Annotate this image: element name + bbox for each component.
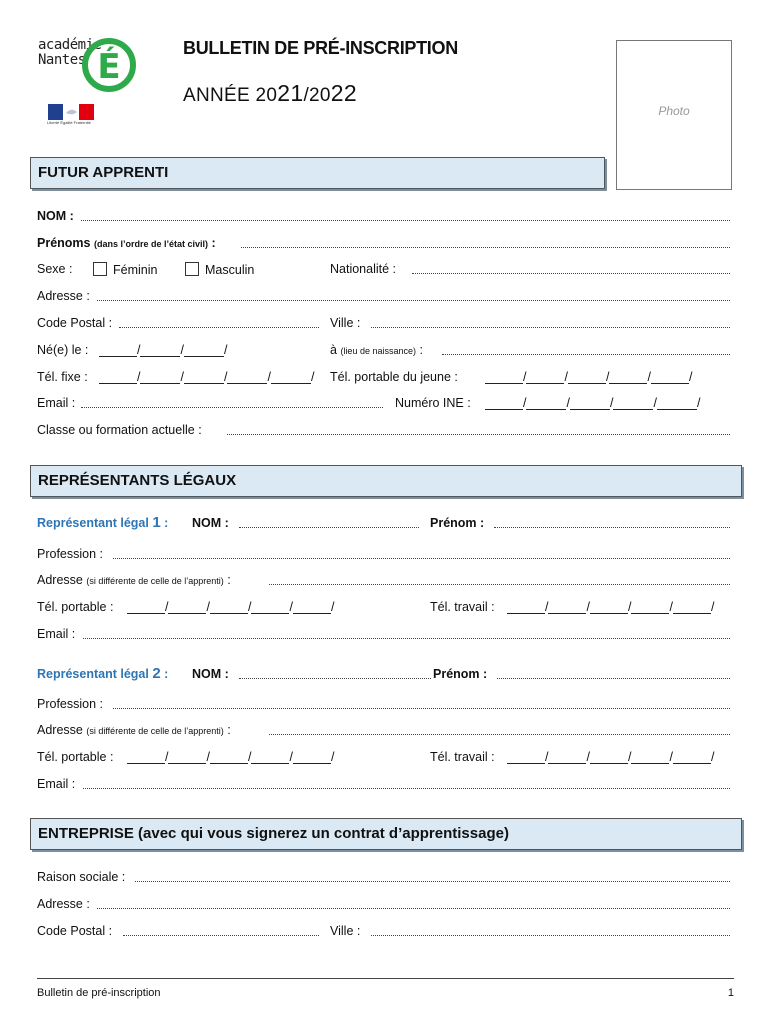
field-rep1-nom-prenom [37, 516, 730, 532]
field-rep1-tel [37, 600, 730, 616]
republique-flag-icon [48, 104, 94, 120]
field-rep2-email[interactable] [37, 777, 730, 793]
input-code-postal[interactable] [119, 327, 319, 328]
photo-label: Photo [658, 104, 690, 118]
field-rep2-tel [37, 750, 730, 766]
label-rep2-prenom: Prénom : [433, 667, 488, 681]
input-nationalite[interactable] [412, 273, 730, 274]
academie-logo-icon [78, 32, 136, 92]
input-rep2-tel-portable[interactable]: / / / / / [127, 750, 334, 764]
label-rep1-prenom: Prénom : [430, 516, 485, 530]
year-title: ANNÉE 2021/2022 [183, 80, 357, 106]
input-rep2-nom[interactable] [239, 678, 431, 679]
field-entreprise-raison[interactable] [37, 870, 730, 886]
field-apprenti-classe[interactable] [37, 423, 730, 439]
label-rep1-adresse: Adresse (si différente de celle de l’apprenti) : [37, 573, 231, 587]
label-representant-1: Représentant légal 1 : [37, 514, 169, 531]
label-entreprise-adresse: Adresse : [37, 897, 90, 911]
label-entreprise-ville: Ville : [330, 924, 361, 938]
field-rep1-email[interactable] [37, 627, 730, 643]
field-apprenti-adresse[interactable] [37, 289, 730, 305]
section-futur-apprenti: FUTUR APPRENTI [30, 157, 605, 189]
label-rep1-tel-portable: Tél. portable : [37, 600, 114, 614]
input-tel-fixe[interactable]: / / / / / [99, 370, 314, 384]
field-apprenti-tel [37, 370, 730, 386]
label-ine: Numéro INE : [395, 396, 471, 410]
field-apprenti-email-ine [37, 396, 730, 412]
label-rep1-nom: NOM : [192, 516, 229, 530]
label-rep2-tel-portable: Tél. portable : [37, 750, 114, 764]
field-apprenti-sexe-nationalite [37, 262, 730, 278]
label-representant-2: Représentant légal 2 : [37, 665, 169, 682]
input-date-naissance[interactable]: / / / [99, 343, 227, 357]
field-entreprise-adresse[interactable] [37, 897, 730, 913]
field-rep1-profession[interactable] [37, 547, 730, 563]
input-email[interactable] [81, 407, 383, 408]
label-rep1-tel-travail: Tél. travail : [430, 600, 495, 614]
label-prenoms: Prénoms (dans l’ordre de l’état civil) : [37, 236, 216, 250]
input-rep1-tel-travail[interactable]: / / / / / [507, 600, 714, 614]
label-nom: NOM : [37, 209, 74, 223]
field-apprenti-prenoms[interactable] [37, 236, 730, 252]
input-entreprise-code-postal[interactable] [123, 935, 319, 936]
field-rep1-adresse[interactable] [37, 573, 730, 589]
label-nationalite: Nationalité : [330, 262, 397, 276]
input-rep2-prenom[interactable] [497, 678, 730, 679]
photo-box[interactable] [616, 40, 732, 190]
field-rep2-profession[interactable] [37, 697, 730, 713]
input-rep1-prenom[interactable] [494, 527, 730, 528]
label-tel-portable-jeune: Tél. portable du jeune : [330, 370, 458, 384]
label-ville: Ville : [330, 316, 361, 330]
page-title: BULLETIN DE PRÉ-INSCRIPTION [183, 38, 458, 58]
checkbox-feminin[interactable]: Féminin [93, 262, 159, 277]
label-rep2-tel-travail: Tél. travail : [430, 750, 495, 764]
field-apprenti-naissance [37, 343, 730, 359]
field-apprenti-cp-ville [37, 316, 730, 332]
label-rep2-adresse: Adresse (si différente de celle de l’apprenti) : [37, 723, 231, 737]
label-rep1-email: Email : [37, 627, 76, 641]
label-rep1-profession: Profession : [37, 547, 104, 561]
label-raison-sociale: Raison sociale : [37, 870, 126, 884]
label-rep2-nom: NOM : [192, 667, 229, 681]
input-rep1-nom[interactable] [239, 527, 419, 528]
checkbox-masculin[interactable]: Masculin [185, 262, 256, 277]
label-rep2-profession: Profession : [37, 697, 104, 711]
input-rep2-tel-travail[interactable]: / / / / / [507, 750, 714, 764]
field-apprenti-nom[interactable] [37, 209, 730, 225]
input-ine[interactable]: / / / / / [485, 396, 700, 410]
label-rep2-email: Email : [37, 777, 76, 791]
label-email: Email : [37, 396, 76, 410]
logo-line2: Nantes [38, 52, 86, 68]
label-ne-le: Né(e) le : [37, 343, 89, 357]
page-number: 1 [727, 987, 734, 999]
label-entreprise-code-postal: Code Postal : [37, 924, 113, 938]
logo-line1: académie [38, 37, 102, 53]
section-entreprise: ENTREPRISE (avec qui vous signerez un contrat d’apprentissage) [30, 818, 742, 850]
field-rep2-adresse[interactable] [37, 723, 730, 739]
input-entreprise-ville[interactable] [371, 935, 730, 936]
input-rep1-tel-portable[interactable]: / / / / / [127, 600, 334, 614]
label-tel-fixe: Tél. fixe : [37, 370, 88, 384]
label-classe: Classe ou formation actuelle : [37, 423, 202, 437]
label-lieu-naissance: à (lieu de naissance) : [330, 343, 423, 357]
footer-divider [37, 978, 734, 979]
section-representants-legaux: REPRÉSENTANTS LÉGAUX [30, 465, 742, 497]
field-rep2-nom-prenom [37, 667, 730, 683]
label-sexe: Sexe : [37, 262, 73, 276]
field-entreprise-cp-ville [37, 924, 730, 940]
footer-title: Bulletin de pré-inscription [37, 987, 161, 999]
input-tel-portable-jeune[interactable]: / / / / / [485, 370, 692, 384]
flag-caption: Liberté Égalité Fraternité [47, 120, 91, 125]
label-adresse: Adresse : [37, 289, 90, 303]
input-lieu-naissance[interactable] [442, 354, 730, 355]
input-ville[interactable] [371, 327, 730, 328]
label-code-postal: Code Postal : [37, 316, 113, 330]
logo-letter: É [97, 47, 121, 87]
